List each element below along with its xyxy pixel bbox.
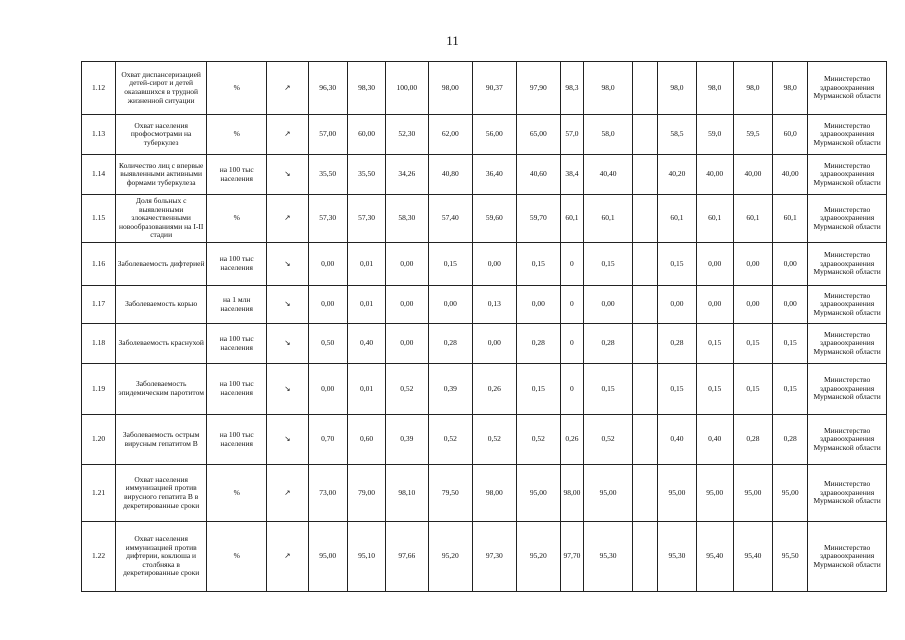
trend-cell: [267, 195, 308, 243]
value-cell: 40,00: [733, 155, 772, 195]
value-cell: 90,37: [473, 62, 516, 115]
value-cell: 0,00: [516, 286, 560, 324]
trend-cell: [267, 155, 308, 195]
trend-cell: [267, 62, 308, 115]
value-cell: 60,1: [696, 195, 733, 243]
value-cell: [633, 62, 658, 115]
value-cell: 95,40: [733, 522, 772, 592]
responsible-body-cell: Министерство здравоохранения Мурманской области: [808, 195, 887, 243]
value-cell: 62,00: [428, 115, 472, 155]
value-cell: 100,00: [386, 62, 428, 115]
value-cell: 35,50: [347, 155, 385, 195]
value-cell: 95,30: [658, 522, 696, 592]
unit-cell: на 100 тыс населения: [207, 364, 267, 415]
arrow-up-right-icon: ↗: [284, 129, 291, 139]
value-cell: 95,40: [696, 522, 733, 592]
table-row: [82, 415, 887, 465]
value-cell: 0,28: [658, 324, 696, 364]
value-cell: 98,00: [561, 465, 584, 522]
row-id-cell: 1.14: [82, 155, 116, 195]
unit-cell: на 100 тыс населения: [207, 155, 267, 195]
value-cell: 34,26: [386, 155, 428, 195]
value-cell: 60,00: [347, 115, 385, 155]
indicator-name-cell: Заболеваемость острым вирусным гепатитом В: [116, 415, 207, 465]
value-cell: 57,30: [308, 195, 347, 243]
value-cell: 98,10: [386, 465, 428, 522]
value-cell: 40,00: [696, 155, 733, 195]
value-cell: 60,1: [658, 195, 696, 243]
trend-cell: [267, 324, 308, 364]
value-cell: 65,00: [516, 115, 560, 155]
value-cell: 52,30: [386, 115, 428, 155]
value-cell: 0,15: [583, 364, 633, 415]
value-cell: 60,0: [773, 115, 808, 155]
value-cell: 60,1: [561, 195, 584, 243]
value-cell: 40,60: [516, 155, 560, 195]
value-cell: 40,00: [773, 155, 808, 195]
value-cell: 95,20: [516, 522, 560, 592]
value-cell: 0,26: [561, 415, 584, 465]
value-cell: 0,00: [773, 243, 808, 286]
arrow-up-right-icon: ↗: [284, 551, 291, 561]
value-cell: 40,20: [658, 155, 696, 195]
value-cell: 98,00: [473, 465, 516, 522]
value-cell: 0,52: [386, 364, 428, 415]
value-cell: 57,40: [428, 195, 472, 243]
trend-cell: [267, 415, 308, 465]
value-cell: 0,01: [347, 243, 385, 286]
unit-cell: %: [207, 522, 267, 592]
indicator-name-cell: Охват населения иммунизацией против вирусного гепатита В в декретированные сроки: [116, 465, 207, 522]
value-cell: 0,00: [308, 286, 347, 324]
row-id-cell: 1.13: [82, 115, 116, 155]
value-cell: 0,15: [773, 364, 808, 415]
value-cell: 0,52: [516, 415, 560, 465]
value-cell: 56,00: [473, 115, 516, 155]
value-cell: 0,13: [473, 286, 516, 324]
value-cell: 0,15: [658, 364, 696, 415]
table-row: [82, 465, 887, 522]
value-cell: 0,70: [308, 415, 347, 465]
indicators-table: [81, 61, 887, 592]
value-cell: 0,50: [308, 324, 347, 364]
value-cell: 0,39: [386, 415, 428, 465]
value-cell: 98,0: [773, 62, 808, 115]
responsible-body-cell: Министерство здравоохранения Мурманской области: [808, 155, 887, 195]
value-cell: 97,30: [473, 522, 516, 592]
value-cell: 0,40: [696, 415, 733, 465]
value-cell: 0,15: [658, 243, 696, 286]
value-cell: 96,30: [308, 62, 347, 115]
value-cell: 98,30: [347, 62, 385, 115]
table-row: [82, 324, 887, 364]
indicator-name-cell: Охват населения профосмотрами на туберкулез: [116, 115, 207, 155]
value-cell: 95,30: [583, 522, 633, 592]
value-cell: 98,00: [428, 62, 472, 115]
value-cell: 0,15: [583, 243, 633, 286]
value-cell: [633, 195, 658, 243]
arrow-down-right-icon: ↘: [284, 338, 291, 348]
value-cell: 57,0: [561, 115, 584, 155]
value-cell: 79,50: [428, 465, 472, 522]
arrow-down-right-icon: ↘: [284, 434, 291, 444]
value-cell: 95,00: [516, 465, 560, 522]
value-cell: 0,00: [733, 243, 772, 286]
unit-cell: %: [207, 465, 267, 522]
unit-cell: на 100 тыс населения: [207, 243, 267, 286]
value-cell: 0,15: [516, 243, 560, 286]
value-cell: 0,52: [583, 415, 633, 465]
row-id-cell: 1.18: [82, 324, 116, 364]
unit-cell: %: [207, 195, 267, 243]
arrow-down-right-icon: ↘: [284, 299, 291, 309]
value-cell: [633, 415, 658, 465]
value-cell: 0,52: [473, 415, 516, 465]
indicator-name-cell: Количество лиц с впервые выявленными активными формами туберкулеза: [116, 155, 207, 195]
value-cell: 0,00: [428, 286, 472, 324]
table-row: [82, 155, 887, 195]
value-cell: 0,00: [583, 286, 633, 324]
value-cell: 0,28: [773, 415, 808, 465]
value-cell: 73,00: [308, 465, 347, 522]
value-cell: 0: [561, 324, 584, 364]
value-cell: 0: [561, 286, 584, 324]
row-id-cell: 1.21: [82, 465, 116, 522]
arrow-down-right-icon: ↘: [284, 383, 291, 393]
table-row: [82, 522, 887, 592]
responsible-body-cell: Министерство здравоохранения Мурманской области: [808, 522, 887, 592]
row-id-cell: 1.17: [82, 286, 116, 324]
value-cell: [633, 286, 658, 324]
value-cell: 98,0: [733, 62, 772, 115]
value-cell: 59,70: [516, 195, 560, 243]
value-cell: 0,01: [347, 286, 385, 324]
table-row: [82, 62, 887, 115]
trend-cell: [267, 522, 308, 592]
value-cell: 97,66: [386, 522, 428, 592]
arrow-up-right-icon: ↗: [284, 82, 291, 92]
arrow-down-right-icon: ↘: [284, 258, 291, 268]
trend-cell: [267, 243, 308, 286]
value-cell: 0: [561, 364, 584, 415]
value-cell: 36,40: [473, 155, 516, 195]
value-cell: 0,28: [516, 324, 560, 364]
indicator-name-cell: Охват диспансеризацией детей-сирот и детей оказавшихся в трудной жизненной ситуации: [116, 62, 207, 115]
table-row: [82, 286, 887, 324]
value-cell: 95,00: [583, 465, 633, 522]
value-cell: 98,0: [583, 62, 633, 115]
responsible-body-cell: Министерство здравоохранения Мурманской области: [808, 286, 887, 324]
value-cell: 0,15: [773, 324, 808, 364]
table-row: [82, 115, 887, 155]
value-cell: 95,00: [696, 465, 733, 522]
value-cell: 60,1: [733, 195, 772, 243]
value-cell: 97,70: [561, 522, 584, 592]
value-cell: 0,52: [428, 415, 472, 465]
value-cell: 95,00: [658, 465, 696, 522]
value-cell: 95,00: [773, 465, 808, 522]
indicator-name-cell: Заболеваемость краснухой: [116, 324, 207, 364]
arrow-up-right-icon: ↗: [284, 213, 291, 223]
value-cell: 58,0: [583, 115, 633, 155]
value-cell: 58,30: [386, 195, 428, 243]
value-cell: 0,00: [386, 286, 428, 324]
value-cell: [633, 243, 658, 286]
table-row: [82, 243, 887, 286]
trend-cell: [267, 286, 308, 324]
indicator-name-cell: Заболеваемость корью: [116, 286, 207, 324]
value-cell: 40,40: [583, 155, 633, 195]
row-id-cell: 1.22: [82, 522, 116, 592]
row-id-cell: 1.16: [82, 243, 116, 286]
indicator-name-cell: Охват населения иммунизацией против дифтерии, коклюша и столбняка в декретированные сроки: [116, 522, 207, 592]
value-cell: 0,15: [428, 243, 472, 286]
value-cell: 0,26: [473, 364, 516, 415]
value-cell: 0,00: [308, 364, 347, 415]
value-cell: 0,00: [696, 243, 733, 286]
value-cell: 0,00: [773, 286, 808, 324]
value-cell: 95,50: [773, 522, 808, 592]
value-cell: 0,00: [386, 243, 428, 286]
trend-cell: [267, 465, 308, 522]
value-cell: [633, 155, 658, 195]
value-cell: 95,10: [347, 522, 385, 592]
unit-cell: на 1 млн населения: [207, 286, 267, 324]
value-cell: 0,00: [658, 286, 696, 324]
value-cell: 38,4: [561, 155, 584, 195]
value-cell: 0,40: [347, 324, 385, 364]
value-cell: 0,60: [347, 415, 385, 465]
value-cell: 98,3: [561, 62, 584, 115]
value-cell: 0,00: [473, 324, 516, 364]
value-cell: 0,15: [696, 364, 733, 415]
value-cell: 58,5: [658, 115, 696, 155]
value-cell: 0,00: [386, 324, 428, 364]
value-cell: [633, 522, 658, 592]
arrow-up-right-icon: ↗: [284, 487, 291, 497]
value-cell: 60,1: [583, 195, 633, 243]
value-cell: 0,15: [516, 364, 560, 415]
page-number: 11: [446, 33, 459, 48]
value-cell: 0,15: [733, 324, 772, 364]
indicator-name-cell: Заболеваемость эпидемическим паротитом: [116, 364, 207, 415]
value-cell: [633, 364, 658, 415]
row-id-cell: 1.20: [82, 415, 116, 465]
value-cell: 0,28: [583, 324, 633, 364]
responsible-body-cell: Министерство здравоохранения Мурманской области: [808, 364, 887, 415]
trend-cell: [267, 115, 308, 155]
value-cell: 95,00: [733, 465, 772, 522]
value-cell: 0: [561, 243, 584, 286]
value-cell: 0,28: [733, 415, 772, 465]
value-cell: 60,1: [773, 195, 808, 243]
value-cell: 57,30: [347, 195, 385, 243]
value-cell: 59,5: [733, 115, 772, 155]
value-cell: 0,28: [428, 324, 472, 364]
unit-cell: %: [207, 115, 267, 155]
value-cell: 0,00: [473, 243, 516, 286]
value-cell: 97,90: [516, 62, 560, 115]
row-id-cell: 1.19: [82, 364, 116, 415]
unit-cell: %: [207, 62, 267, 115]
unit-cell: на 100 тыс населения: [207, 415, 267, 465]
value-cell: 0,15: [696, 324, 733, 364]
value-cell: 98,0: [696, 62, 733, 115]
responsible-body-cell: Министерство здравоохранения Мурманской области: [808, 115, 887, 155]
value-cell: 59,60: [473, 195, 516, 243]
value-cell: 98,0: [658, 62, 696, 115]
responsible-body-cell: Министерство здравоохранения Мурманской области: [808, 243, 887, 286]
indicator-name-cell: Заболеваемость дифтерией: [116, 243, 207, 286]
row-id-cell: 1.15: [82, 195, 116, 243]
table-row: [82, 195, 887, 243]
value-cell: 0,39: [428, 364, 472, 415]
responsible-body-cell: Министерство здравоохранения Мурманской области: [808, 62, 887, 115]
value-cell: 0,00: [733, 286, 772, 324]
value-cell: [633, 324, 658, 364]
value-cell: 0,40: [658, 415, 696, 465]
arrow-down-right-icon: ↘: [284, 169, 291, 179]
table-row: [82, 364, 887, 415]
value-cell: 57,00: [308, 115, 347, 155]
value-cell: [633, 115, 658, 155]
value-cell: 0,00: [696, 286, 733, 324]
value-cell: 40,80: [428, 155, 472, 195]
indicator-name-cell: Доля больных с выявленными злокачественными новообразованиями на I-II стадии: [116, 195, 207, 243]
trend-cell: [267, 364, 308, 415]
value-cell: 95,20: [428, 522, 472, 592]
row-id-cell: 1.12: [82, 62, 116, 115]
responsible-body-cell: Министерство здравоохранения Мурманской области: [808, 465, 887, 522]
responsible-body-cell: Министерство здравоохранения Мурманской области: [808, 415, 887, 465]
value-cell: 95,00: [308, 522, 347, 592]
value-cell: 59,0: [696, 115, 733, 155]
value-cell: 0,00: [308, 243, 347, 286]
value-cell: 0,15: [733, 364, 772, 415]
value-cell: 35,50: [308, 155, 347, 195]
value-cell: 0,01: [347, 364, 385, 415]
value-cell: 79,00: [347, 465, 385, 522]
responsible-body-cell: Министерство здравоохранения Мурманской области: [808, 324, 887, 364]
value-cell: [633, 465, 658, 522]
unit-cell: на 100 тыс населения: [207, 324, 267, 364]
